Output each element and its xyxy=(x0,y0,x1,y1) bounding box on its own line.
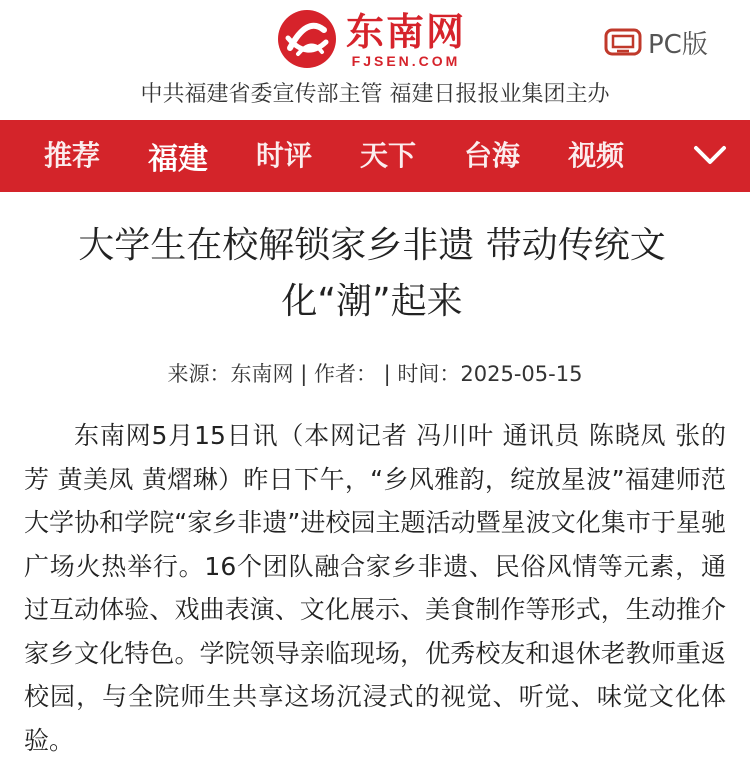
nav-item-fujian[interactable]: 福建 xyxy=(148,142,209,177)
logo-text-cn: 东南网 xyxy=(346,10,467,54)
logo-text-en: FJSEN.COM xyxy=(351,53,461,69)
channel-nav-list xyxy=(0,134,684,178)
nav-item-recommend[interactable]: 推荐 xyxy=(44,139,101,172)
article xyxy=(0,192,750,762)
fjsen-logo-icon xyxy=(276,8,338,70)
pc-version-button[interactable] xyxy=(604,24,708,61)
site-header xyxy=(0,0,750,80)
nav-item-world[interactable]: 天下 xyxy=(360,139,417,172)
site-logo[interactable] xyxy=(276,8,466,70)
article-meta: 来源：东南网 | 作者： | 时间：2025-05-15 xyxy=(167,362,583,386)
nav-item-commentary[interactable]: 时评 xyxy=(256,139,313,172)
site-tagline: 中共福建省委宣传部主管 福建日报报业集团主办 xyxy=(140,82,610,107)
nav-item-video[interactable]: 视频 xyxy=(568,139,625,172)
nav-fade-overlay xyxy=(640,120,680,192)
nav-item-taihai[interactable]: 台海 xyxy=(464,139,521,172)
pc-version-label: PC版 xyxy=(648,30,708,60)
channel-nav xyxy=(0,120,750,192)
article-title: 大学生在校解锁家乡非遗 带动传统文化“潮”起来 xyxy=(78,225,666,322)
article-body: 东南网5月15日讯（本网记者 冯川叶 通讯员 陈晓凤 张的芳 黄美凤 黄熠琳）昨日下午，“乡风雅韵，绽放星波”福建师范大学协和学院“家乡非遗”进校园主题活动暨星波文化集市于星驰广场火热举行。16个团队融合家乡非遗、民俗风情等元素，通过互动体验、戏曲表演、文化展示、美食制作等形式，生动推介家乡文化特色。学院领导亲临现场，优秀校友和退休老教师重返校园，与全院师生共享这场沉浸式的视觉、听觉、味觉文化体验。 xyxy=(24,421,726,755)
monitor-icon xyxy=(604,28,642,58)
chevron-down-icon[interactable] xyxy=(690,138,730,174)
